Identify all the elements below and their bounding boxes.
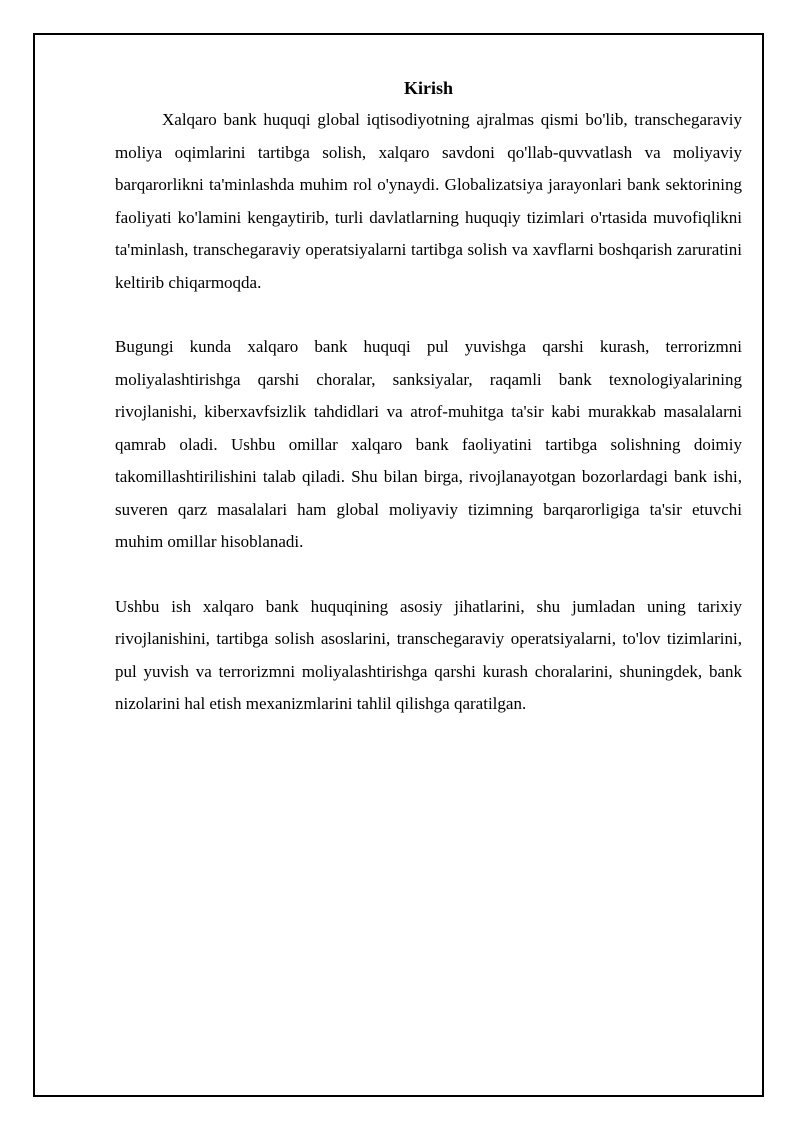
paragraph-1: Xalqaro bank huquqi global iqtisodiyotning ajralmas qismi bo'lib, transchegaraviy moliya oqimlarini tartibga solish, xalqaro savdoni qo'llab-quvvatlash va moliyaviy barqarorlikni ta'minlashda muhim rol o'ynaydi. Globalizatsiya jarayonlari bank sektorining faoliyati ko'lamini kengaytirib, turli davlatlarning huquqiy tizimlari o'rtasida muvofiqlikni ta'minlash, transchegaraviy operatsiyalarni tartibga solish va xavflarni boshqarish zaruratini keltirib chiqarmoqda. <box>115 110 742 292</box>
paragraph-2: Bugungi kunda xalqaro bank huquqi pul yuvishga qarshi kurash, terrorizmni moliyalashtirishga qarshi choralar, sanksiyalar, raqamli bank texnologiyalarining rivojlanishi, kiberxavfsizlik tahdidlari va atrof-muhitga ta'sir kabi murakkab masalalarni qamrab oladi. Ushbu omillar xalqaro bank faoliyatini tartibga solishning doimiy takomillashtirilishini talab qiladi. Shu bilan birga, rivojlanayotgan bozorlardagi bank ishi, suveren qarz masalalari ham global moliyaviy tizimning barqarorligiga ta'sir etuvchi muhim omillar hisoblanadi. <box>115 337 742 551</box>
paragraph-3: Ushbu ish xalqaro bank huquqining asosiy jihatlarini, shu jumladan uning tarixiy rivojlanishini, tartibga solish asoslarini, transchegaraviy operatsiyalarni, to'lov tizimlarini, pul yuvish va terrorizmni moliyalashtirishga qarshi kurash choralarini, shuningdek, bank nizolarini hal etish mexanizmlarini tahlil qilishga qaratilgan. <box>115 596 742 713</box>
document-body <box>115 74 742 721</box>
paragraph-spacer <box>115 559 742 591</box>
paragraph-spacer <box>115 299 742 331</box>
document-title: Kirish <box>403 78 453 98</box>
